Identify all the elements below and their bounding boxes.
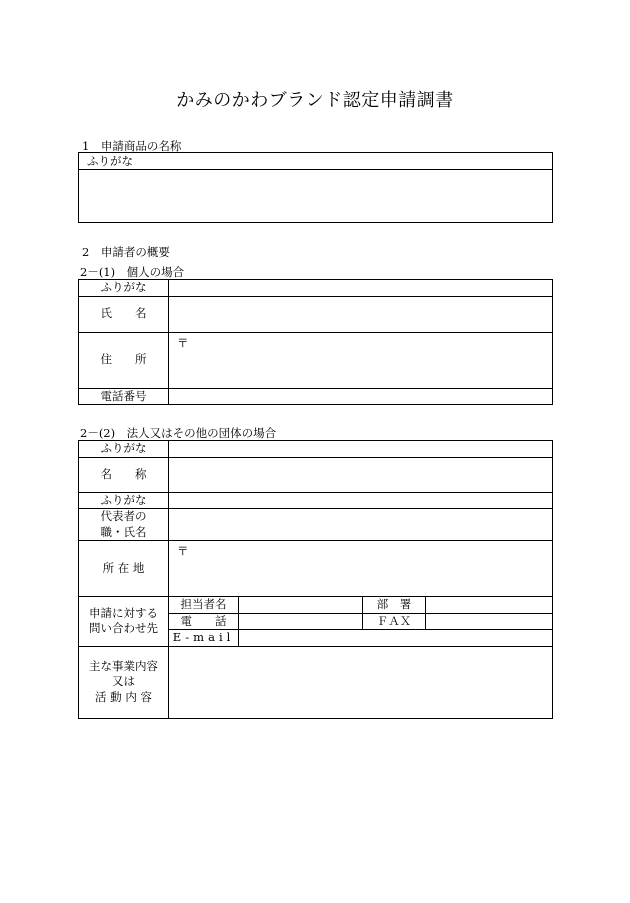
individual-table: [78, 279, 553, 405]
product-furigana-field[interactable]: [79, 153, 553, 170]
postal-mark: 〒: [177, 335, 189, 350]
person-field[interactable]: [239, 597, 363, 614]
individual-furigana-label: ふりがな: [79, 280, 169, 297]
corporate-name-label: 名 称: [79, 457, 169, 492]
rep-furigana-label: ふりがな: [79, 492, 169, 509]
section1-heading: 1 申請商品の名称: [82, 139, 182, 153]
rep-furigana-field[interactable]: [169, 492, 553, 509]
fax-field[interactable]: [426, 613, 553, 630]
page-title: かみのかわブランド認定申請調書: [176, 90, 454, 111]
corporate-name-field[interactable]: [169, 457, 553, 492]
postal-mark: 〒: [177, 544, 189, 559]
business-field[interactable]: [169, 646, 553, 718]
rep-field[interactable]: [169, 509, 553, 541]
corporate-furigana-label: ふりがな: [79, 441, 169, 458]
section2-heading: 2 申請者の概要: [82, 245, 170, 259]
individual-phone-field[interactable]: [169, 388, 553, 405]
product-name-field[interactable]: [79, 170, 553, 223]
contact-label: 申請に対する 問い合わせ先: [79, 597, 169, 647]
location-field[interactable]: [169, 541, 553, 597]
person-label: 担当者名: [169, 597, 239, 614]
individual-address-field[interactable]: [169, 332, 553, 388]
product-furigana-label: ふりがな: [87, 154, 133, 168]
tel-field[interactable]: [239, 613, 363, 630]
corporate-table: [78, 440, 553, 719]
email-field[interactable]: [239, 630, 553, 647]
individual-name-label: 氏 名: [79, 296, 169, 332]
tel-label: 電 話: [169, 613, 239, 630]
dept-field[interactable]: [426, 597, 553, 614]
corporate-furigana-field[interactable]: [169, 441, 553, 458]
product-name-table: [78, 152, 553, 223]
individual-address-label: 住 所: [79, 332, 169, 388]
location-label: 所 在 地: [79, 541, 169, 597]
individual-phone-label: 電話番号: [79, 388, 169, 405]
corporate-heading: 2－(2) 法人又はその他の団体の場合: [80, 426, 277, 440]
rep-label: 代表者の 職・氏名: [79, 509, 169, 541]
individual-furigana-field[interactable]: [169, 280, 553, 297]
dept-label: 部 署: [363, 597, 426, 614]
business-label: 主な事業内容 又は 活 動 内 容: [79, 646, 169, 718]
individual-name-field[interactable]: [169, 296, 553, 332]
email-label: E-mail: [169, 630, 239, 647]
fax-label: ＦＡＸ: [363, 613, 426, 630]
individual-heading: 2－(1) 個人の場合: [80, 265, 185, 279]
